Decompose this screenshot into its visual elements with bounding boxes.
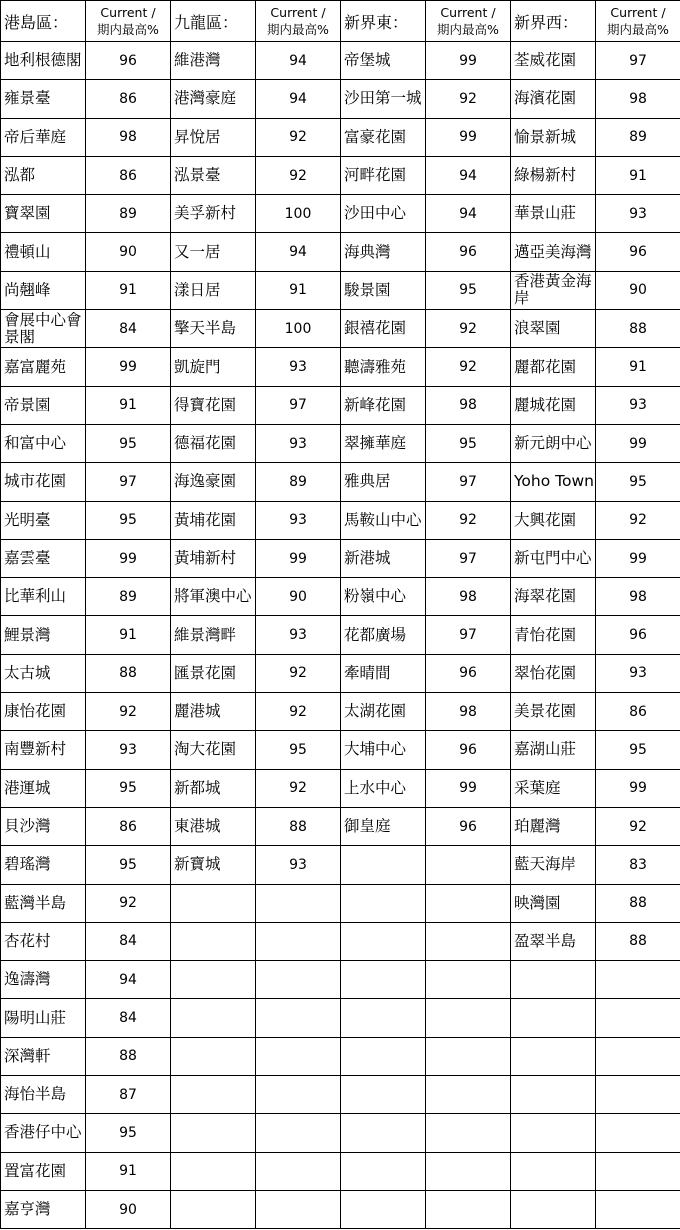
estate-name-nt-west: 海濱花園 [511,80,596,118]
ratio-value-hk-island: 86 [86,156,171,194]
ratio-value-nt-west: 96 [596,233,680,271]
table-row [1,310,680,348]
empty-cell [341,922,426,960]
metric-header: Current / 期内最高% [596,1,680,42]
ratio-value-hk-island: 87 [86,1076,171,1114]
empty-cell [256,1037,341,1075]
ratio-value-hk-island: 91 [86,386,171,424]
ratio-value-kowloon: 93 [256,501,341,539]
ratio-value-hk-island: 99 [86,539,171,577]
empty-cell [426,1190,511,1228]
estate-name-hk-island: 置富花園 [1,1152,86,1190]
metric-header: Current / 期内最高% [86,1,171,42]
ratio-value-kowloon: 93 [256,348,341,386]
estate-name-kowloon: 黃埔花園 [171,501,256,539]
ratio-value-hk-island: 97 [86,463,171,501]
ratio-value-nt-west: 96 [596,616,680,654]
ratio-value-nt-west: 99 [596,424,680,462]
ratio-value-hk-island: 86 [86,807,171,845]
ratio-value-nt-east: 99 [426,118,511,156]
estate-name-hk-island: 香港仔中心 [1,1114,86,1152]
ratio-value-kowloon: 97 [256,386,341,424]
ratio-value-kowloon: 100 [256,195,341,233]
empty-cell [171,999,256,1037]
empty-cell [171,1076,256,1114]
ratio-value-kowloon: 94 [256,80,341,118]
estate-name-hk-island: 帝景園 [1,386,86,424]
empty-cell [341,884,426,922]
table-row [1,463,680,501]
table-row [1,386,680,424]
empty-cell [341,1076,426,1114]
estate-name-nt-east: 帝堡城 [341,42,426,80]
empty-cell [171,1190,256,1228]
table-row [1,156,680,194]
metric-header: Current / 期内最高% [426,1,511,42]
estate-name-nt-east: 翠擁華庭 [341,424,426,462]
table-row [1,884,680,922]
ratio-value-hk-island: 95 [86,769,171,807]
ratio-value-nt-west: 93 [596,654,680,692]
estate-name-nt-west: 荃威花園 [511,42,596,80]
ratio-value-nt-east: 98 [426,693,511,731]
estate-name-nt-west: 愉景新城 [511,118,596,156]
table-row [1,1037,680,1075]
ratio-value-kowloon: 89 [256,463,341,501]
estate-name-nt-east: 沙田第一城 [341,80,426,118]
estate-name-nt-east: 銀禧花園 [341,310,426,348]
table-row [1,1114,680,1152]
table-row [1,233,680,271]
empty-cell [426,961,511,999]
table-row [1,271,680,309]
ratio-value-hk-island: 86 [86,80,171,118]
estate-name-hk-island: 藍灣半島 [1,884,86,922]
ratio-value-nt-east: 96 [426,233,511,271]
estate-name-nt-west: 大興花園 [511,501,596,539]
ratio-value-kowloon: 95 [256,731,341,769]
ratio-value-hk-island: 95 [86,1114,171,1152]
estate-name-nt-east: 太湖花園 [341,693,426,731]
estate-name-nt-east: 上水中心 [341,769,426,807]
ratio-value-nt-west: 92 [596,501,680,539]
estate-name-hk-island: 嘉亨灣 [1,1190,86,1228]
table-row [1,118,680,156]
estate-name-kowloon: 新都城 [171,769,256,807]
estate-name-nt-west: 綠楊新村 [511,156,596,194]
empty-cell [596,1114,680,1152]
empty-cell [426,846,511,884]
table-row [1,195,680,233]
ratio-value-nt-east: 96 [426,807,511,845]
region-header-nt-west: 新界西： [511,1,596,42]
empty-cell [256,1152,341,1190]
table-row [1,1152,680,1190]
table-row [1,348,680,386]
ratio-value-nt-west: 86 [596,693,680,731]
estate-name-nt-west: 浪翠園 [511,310,596,348]
ratio-value-hk-island: 93 [86,731,171,769]
estate-name-hk-island: 陽明山莊 [1,999,86,1037]
estate-name-nt-west: 海翠花園 [511,578,596,616]
ratio-value-nt-west: 89 [596,118,680,156]
estate-name-hk-island: 寶翠園 [1,195,86,233]
estate-name-kowloon: 昇悅居 [171,118,256,156]
ratio-value-nt-east: 92 [426,80,511,118]
table-row [1,616,680,654]
estate-name-kowloon: 東港城 [171,807,256,845]
empty-cell [596,999,680,1037]
estate-name-hk-island: 海怡半島 [1,1076,86,1114]
empty-cell [426,1114,511,1152]
estate-name-kowloon: 海逸豪園 [171,463,256,501]
ratio-value-hk-island: 89 [86,195,171,233]
ratio-value-kowloon: 92 [256,769,341,807]
table-body [1,42,680,1229]
estate-name-hk-island: 光明臺 [1,501,86,539]
ratio-value-kowloon: 93 [256,616,341,654]
table-row [1,846,680,884]
table-row [1,961,680,999]
estate-name-hk-island: 帝后華庭 [1,118,86,156]
table-row [1,807,680,845]
estate-name-kowloon: 匯景花園 [171,654,256,692]
ratio-value-nt-east: 98 [426,386,511,424]
header-row [1,1,680,42]
empty-cell [596,1037,680,1075]
table-row [1,578,680,616]
table-row [1,424,680,462]
ratio-value-hk-island: 91 [86,616,171,654]
empty-cell [256,1114,341,1152]
empty-cell [171,1114,256,1152]
empty-cell [426,1076,511,1114]
empty-cell [341,1190,426,1228]
estate-name-nt-east: 富豪花園 [341,118,426,156]
ratio-value-hk-island: 88 [86,654,171,692]
ratio-value-hk-island: 91 [86,1152,171,1190]
empty-cell [341,999,426,1037]
estate-name-hk-island: 深灣軒 [1,1037,86,1075]
estate-name-hk-island: 禮頓山 [1,233,86,271]
estate-name-nt-east: 粉嶺中心 [341,578,426,616]
ratio-value-nt-west: 95 [596,731,680,769]
ratio-value-kowloon: 92 [256,654,341,692]
ratio-value-hk-island: 84 [86,999,171,1037]
ratio-value-kowloon: 92 [256,118,341,156]
ratio-value-nt-east: 99 [426,42,511,80]
estate-name-hk-island: 太古城 [1,654,86,692]
empty-cell [596,1152,680,1190]
estate-name-nt-west: 麗城花園 [511,386,596,424]
estate-name-kowloon: 擎天半島 [171,310,256,348]
ratio-value-kowloon: 93 [256,424,341,462]
estate-name-kowloon: 又一居 [171,233,256,271]
empty-cell [341,1152,426,1190]
estate-name-nt-west: 藍天海岸 [511,846,596,884]
estate-name-nt-west: 映灣園 [511,884,596,922]
estate-name-hk-island: 康怡花園 [1,693,86,731]
ratio-value-hk-island: 90 [86,233,171,271]
table-row [1,539,680,577]
ratio-value-nt-west: 91 [596,156,680,194]
ratio-value-nt-west: 95 [596,463,680,501]
estate-name-hk-island: 城市花園 [1,463,86,501]
estate-name-hk-island: 逸濤灣 [1,961,86,999]
ratio-value-hk-island: 92 [86,884,171,922]
estate-name-nt-east: 沙田中心 [341,195,426,233]
estate-name-nt-west: 美景花園 [511,693,596,731]
ratio-value-nt-east: 92 [426,348,511,386]
table-row [1,501,680,539]
ratio-value-kowloon: 92 [256,156,341,194]
empty-cell [171,1152,256,1190]
ratio-value-nt-east: 96 [426,731,511,769]
ratio-value-nt-east: 98 [426,578,511,616]
ratio-value-nt-east: 95 [426,424,511,462]
empty-cell [426,1037,511,1075]
empty-cell [511,1190,596,1228]
ratio-value-nt-east: 97 [426,463,511,501]
estate-name-nt-west: 新屯門中心 [511,539,596,577]
estate-name-nt-east: 雅典居 [341,463,426,501]
estate-name-hk-island: 會展中心會景閣 [1,310,86,348]
region-header-hk-island: 港島區： [1,1,86,42]
table-row [1,769,680,807]
estate-name-nt-west: 青怡花園 [511,616,596,654]
ratio-value-nt-west: 99 [596,539,680,577]
table-row [1,693,680,731]
estate-name-kowloon: 德福花園 [171,424,256,462]
estate-name-nt-east: 御皇庭 [341,807,426,845]
table-row [1,1076,680,1114]
estate-name-nt-west: 珀麗灣 [511,807,596,845]
estate-name-kowloon: 港灣豪庭 [171,80,256,118]
ratio-value-nt-west: 88 [596,310,680,348]
estate-name-nt-east: 花都廣場 [341,616,426,654]
estate-name-hk-island: 碧瑤灣 [1,846,86,884]
estate-name-kowloon: 得寶花園 [171,386,256,424]
ratio-value-hk-island: 94 [86,961,171,999]
estate-name-hk-island: 尚翹峰 [1,271,86,309]
empty-cell [426,1152,511,1190]
empty-cell [596,961,680,999]
ratio-value-kowloon: 94 [256,233,341,271]
empty-cell [256,961,341,999]
ratio-value-nt-west: 99 [596,769,680,807]
empty-cell [426,922,511,960]
ratio-value-nt-east: 92 [426,501,511,539]
estate-name-nt-west: Yoho Town [511,463,596,501]
estate-name-nt-east: 駿景園 [341,271,426,309]
estate-name-nt-east: 聽濤雅苑 [341,348,426,386]
ratio-value-hk-island: 99 [86,348,171,386]
estate-name-kowloon: 漾日居 [171,271,256,309]
ratio-value-kowloon: 92 [256,693,341,731]
table-row [1,80,680,118]
estate-name-kowloon: 泓景臺 [171,156,256,194]
empty-cell [511,999,596,1037]
estate-name-nt-east: 馬鞍山中心 [341,501,426,539]
empty-cell [511,1037,596,1075]
empty-cell [596,1076,680,1114]
table-row [1,42,680,80]
ratio-value-nt-west: 93 [596,386,680,424]
ratio-value-nt-east: 94 [426,195,511,233]
ratio-value-nt-west: 83 [596,846,680,884]
ratio-value-kowloon: 94 [256,42,341,80]
ratio-value-hk-island: 92 [86,693,171,731]
ratio-value-hk-island: 95 [86,424,171,462]
ratio-value-hk-island: 90 [86,1190,171,1228]
estate-name-nt-east: 海典灣 [341,233,426,271]
empty-cell [426,884,511,922]
empty-cell [256,884,341,922]
table-row [1,654,680,692]
ratio-value-nt-west: 88 [596,922,680,960]
estate-name-nt-east: 河畔花園 [341,156,426,194]
empty-cell [426,999,511,1037]
estate-name-nt-east: 新港城 [341,539,426,577]
ratio-value-nt-east: 96 [426,654,511,692]
ratio-value-nt-east: 97 [426,616,511,654]
ratio-value-nt-west: 97 [596,42,680,80]
ratio-value-hk-island: 98 [86,118,171,156]
ratio-value-hk-island: 95 [86,501,171,539]
estate-name-kowloon: 淘大花園 [171,731,256,769]
table-row [1,1190,680,1228]
estate-name-hk-island: 鯉景灣 [1,616,86,654]
estate-name-hk-island: 泓都 [1,156,86,194]
empty-cell [511,1114,596,1152]
ratio-value-nt-west: 98 [596,80,680,118]
ratio-value-nt-east: 97 [426,539,511,577]
ratio-value-nt-west: 92 [596,807,680,845]
estate-name-hk-island: 嘉雲臺 [1,539,86,577]
ratio-value-hk-island: 96 [86,42,171,80]
ratio-value-nt-west: 90 [596,271,680,309]
estate-name-kowloon: 麗港城 [171,693,256,731]
ratio-value-hk-island: 95 [86,846,171,884]
estate-name-kowloon: 將軍澳中心 [171,578,256,616]
estate-name-nt-west: 采葉庭 [511,769,596,807]
ratio-value-hk-island: 84 [86,310,171,348]
ratio-value-hk-island: 91 [86,271,171,309]
region-header-kowloon: 九龍區： [171,1,256,42]
estate-name-hk-island: 杏花村 [1,922,86,960]
empty-cell [341,961,426,999]
ratio-value-hk-island: 89 [86,578,171,616]
ratio-value-hk-island: 88 [86,1037,171,1075]
ratio-value-nt-west: 88 [596,884,680,922]
ratio-value-nt-east: 95 [426,271,511,309]
ratio-value-nt-west: 91 [596,348,680,386]
empty-cell [171,922,256,960]
estate-name-nt-east: 牽晴間 [341,654,426,692]
table-row [1,999,680,1037]
ratio-value-hk-island: 84 [86,922,171,960]
empty-cell [511,1076,596,1114]
estate-name-kowloon: 凱旋門 [171,348,256,386]
ratio-value-nt-east: 99 [426,769,511,807]
estate-name-nt-west: 邁亞美海灣 [511,233,596,271]
ratio-value-nt-east: 94 [426,156,511,194]
empty-cell [171,884,256,922]
ratio-value-kowloon: 91 [256,271,341,309]
empty-cell [341,846,426,884]
ratio-value-nt-east: 92 [426,310,511,348]
estate-name-kowloon: 新寶城 [171,846,256,884]
ratio-value-kowloon: 100 [256,310,341,348]
estate-name-hk-island: 港運城 [1,769,86,807]
estate-name-kowloon: 美孚新村 [171,195,256,233]
empty-cell [341,1114,426,1152]
empty-cell [171,1037,256,1075]
empty-cell [511,961,596,999]
estate-name-nt-west: 盈翠半島 [511,922,596,960]
ratio-value-nt-west: 98 [596,578,680,616]
ratio-value-kowloon: 99 [256,539,341,577]
estate-name-hk-island: 地利根德閣 [1,42,86,80]
ratio-value-kowloon: 88 [256,807,341,845]
estate-name-nt-west: 翠怡花園 [511,654,596,692]
estate-name-hk-island: 貝沙灣 [1,807,86,845]
table-row [1,922,680,960]
estate-name-hk-island: 雍景臺 [1,80,86,118]
estate-name-hk-island: 比華利山 [1,578,86,616]
empty-cell [511,1152,596,1190]
estate-name-nt-west: 新元朗中心 [511,424,596,462]
estate-name-hk-island: 和富中心 [1,424,86,462]
empty-cell [341,1037,426,1075]
estate-name-nt-east: 新峰花園 [341,386,426,424]
estate-name-kowloon: 黃埔新村 [171,539,256,577]
estate-name-nt-west: 香港黃金海岸 [511,271,596,309]
estate-name-nt-west: 華景山莊 [511,195,596,233]
ratio-value-nt-west: 93 [596,195,680,233]
estate-name-nt-west: 麗都花園 [511,348,596,386]
estate-name-hk-island: 嘉富麗苑 [1,348,86,386]
estate-name-kowloon: 維港灣 [171,42,256,80]
empty-cell [256,999,341,1037]
estate-name-nt-west: 嘉湖山莊 [511,731,596,769]
estate-name-hk-island: 南豐新村 [1,731,86,769]
region-header-nt-east: 新界東： [341,1,426,42]
empty-cell [171,961,256,999]
empty-cell [596,1190,680,1228]
empty-cell [256,922,341,960]
ratio-value-kowloon: 93 [256,846,341,884]
empty-cell [256,1190,341,1228]
empty-cell [256,1076,341,1114]
estate-name-kowloon: 維景灣畔 [171,616,256,654]
table-row [1,731,680,769]
estate-name-nt-east: 大埔中心 [341,731,426,769]
ratio-value-kowloon: 90 [256,578,341,616]
metric-header: Current / 期内最高% [256,1,341,42]
